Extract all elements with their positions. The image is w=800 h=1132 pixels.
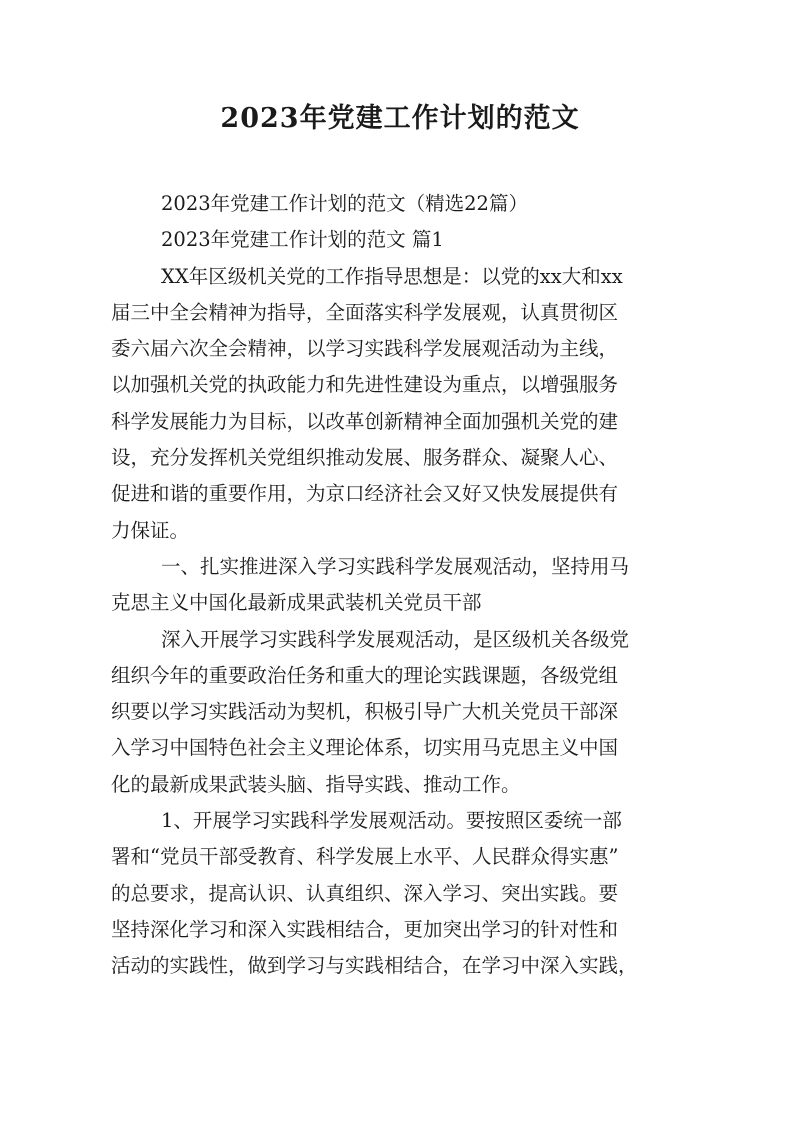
document-title: 2023年党建工作计划的范文 — [220, 103, 580, 134]
paragraph-line: 的总要求，提高认识、认真组织、深入学习、突出实践。要 — [111, 881, 619, 905]
paragraph-line: 织要以学习实践活动为契机，积极引导广大机关党员干部深 — [111, 700, 619, 724]
section-heading-line: 2023年党建工作计划的范文 篇1 — [161, 228, 444, 252]
paragraph-line: 署和“党员干部受教育、科学发展上水平、人民群众得实惠” — [111, 845, 619, 869]
paragraph-line: 坚持深化学习和深入实践相结合，更加突出学习的针对性和 — [111, 917, 619, 941]
paragraph-line: XX年区级机关党的工作指导思想是：以党的xx大和xx — [161, 264, 623, 288]
paragraph-line: 活动的实践性，做到学习与实践相结合，在学习中深入实践， — [111, 954, 638, 978]
paragraph-line: 促进和谐的重要作用，为京口经济社会又好又快发展提供有 — [111, 482, 619, 506]
paragraph-line: 组织今年的重要政治任务和重大的理论实践课题，各级党组 — [111, 663, 619, 687]
paragraph-line: 1、开展学习实践科学发展观活动。要按照区委统一部 — [161, 809, 622, 833]
paragraph-line: 设，充分发挥机关党组织推动发展、服务群众、凝聚人心、 — [111, 446, 619, 470]
subtitle-line: 2023年党建工作计划的范文（精选22篇） — [161, 192, 528, 215]
paragraph-line: 届三中全会精神为指导，全面落实科学发展观，认真贯彻区 — [111, 300, 619, 324]
paragraph-line: 化的最新成果武装头脑、指导实践、推动工作。 — [111, 772, 521, 796]
paragraph-line: 克思主义中国化最新成果武装机关党员干部 — [111, 591, 482, 615]
paragraph-line: 力保证。 — [111, 518, 190, 542]
paragraph-line: 入学习中国特色社会主义理论体系，切实用马克思主义中国 — [111, 736, 619, 760]
paragraph-line: 以加强机关党的执政能力和先进性建设为重点，以增强服务 — [111, 373, 619, 397]
paragraph-line: 委六届六次全会精神，以学习实践科学发展观活动为主线， — [111, 337, 619, 361]
paragraph-line: 一、扎实推进深入学习实践科学发展观活动，坚持用马 — [161, 554, 630, 578]
paragraph-line: 深入开展学习实践科学发展观活动，是区级机关各级党 — [161, 627, 630, 651]
document-body — [111, 186, 691, 985]
paragraph-line: 科学发展能力为目标，以改革创新精神全面加强机关党的建 — [111, 409, 619, 433]
